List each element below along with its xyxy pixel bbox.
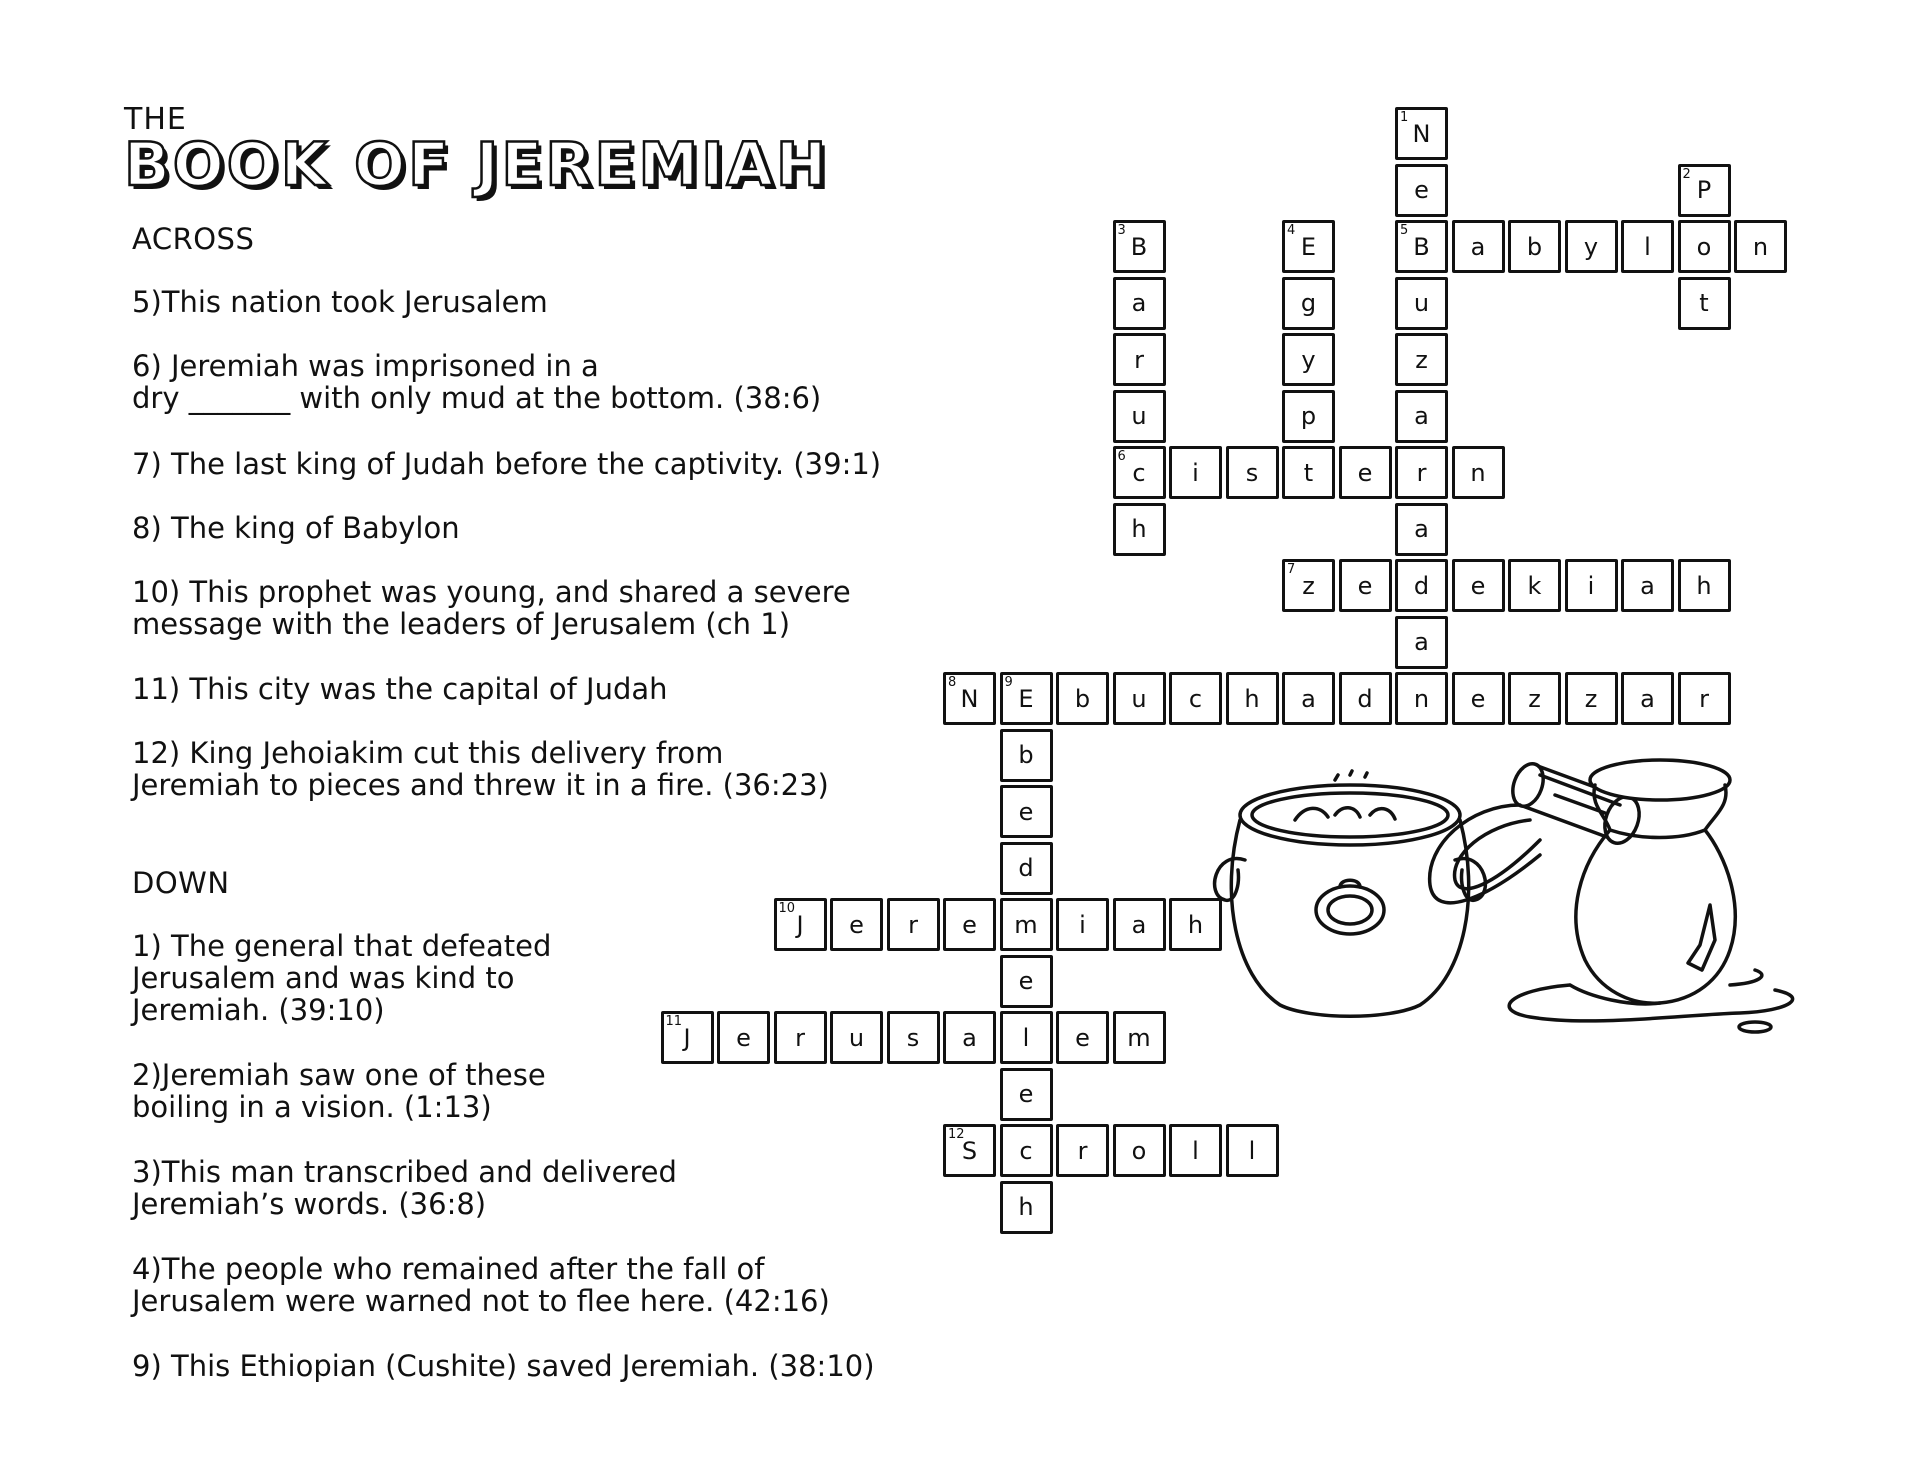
crossword-cell[interactable]: b	[1000, 729, 1053, 782]
crossword-cell[interactable]: z	[1508, 672, 1561, 725]
crossword-cell[interactable]: e	[1395, 164, 1448, 217]
crossword-cell[interactable]: p	[1282, 390, 1335, 443]
crossword-cell[interactable]: b	[1508, 220, 1561, 273]
crossword-cell[interactable]: m	[1000, 898, 1053, 951]
crossword-cell[interactable]: J	[774, 898, 827, 951]
crossword-cell[interactable]: s	[1226, 446, 1279, 499]
page-title: BOOK OF JEREMIAH	[124, 130, 830, 200]
down-heading: DOWN	[132, 866, 230, 900]
crossword-cell[interactable]: u	[1113, 390, 1166, 443]
clue-number: 3	[1117, 223, 1126, 238]
crossword-cell[interactable]: r	[1395, 446, 1448, 499]
crossword-cell[interactable]: n	[1452, 446, 1505, 499]
clue-number: 10	[778, 901, 796, 916]
crossword-cell[interactable]: a	[1395, 390, 1448, 443]
crossword-cell[interactable]: N	[1395, 107, 1448, 160]
crossword-cell[interactable]: c	[1113, 446, 1166, 499]
clue-number: 9	[1004, 675, 1013, 690]
crossword-cell[interactable]: e	[1056, 1011, 1109, 1064]
crossword-cell[interactable]: b	[1056, 672, 1109, 725]
clue-number: 2	[1682, 166, 1691, 182]
across-clue: 10) This prophet was young, and shared a severe message with the leaders of Jerusalem (ch 1)	[132, 575, 851, 641]
crossword-cell[interactable]: e	[943, 898, 996, 951]
crossword-cell[interactable]: l	[1169, 1124, 1222, 1177]
pot-illustration	[1215, 771, 1486, 1016]
crossword-cell[interactable]: z	[1395, 333, 1448, 386]
crossword-cell[interactable]: o	[1113, 1124, 1166, 1177]
title-prefix: THE	[124, 102, 187, 137]
crossword-cell[interactable]: r	[774, 1011, 827, 1064]
crossword-cell[interactable]: t	[1282, 446, 1335, 499]
pottery-illustration	[1210, 735, 1810, 1180]
crossword-cell[interactable]: e	[1339, 559, 1392, 612]
crossword-cell[interactable]: u	[1113, 672, 1166, 725]
crossword-cell[interactable]: a	[1621, 559, 1674, 612]
clue-number: 12	[948, 1127, 965, 1142]
crossword-cell[interactable]: h	[1000, 1181, 1053, 1234]
clue-number: 8	[948, 675, 957, 690]
crossword-cell[interactable]: l	[1000, 1011, 1053, 1064]
crossword-cell[interactable]: e	[1339, 446, 1392, 499]
down-clue: 2)Jeremiah saw one of these boiling in a vision. (1:13)	[132, 1058, 546, 1124]
crossword-cell[interactable]: y	[1282, 333, 1335, 386]
crossword-cell[interactable]: e	[830, 898, 883, 951]
crossword-cell[interactable]: o	[1678, 220, 1731, 273]
crossword-cell[interactable]: B	[1113, 220, 1166, 273]
crossword-cell[interactable]: e	[1000, 785, 1053, 838]
down-clue: 1) The general that defeated Jerusalem and was kind to Jeremiah. (39:10)	[132, 929, 552, 1027]
clue-number: 7	[1287, 562, 1296, 577]
crossword-cell[interactable]: J	[661, 1011, 714, 1064]
crossword-cell[interactable]: r	[1056, 1124, 1109, 1177]
crossword-cell[interactable]: a	[1113, 898, 1166, 951]
crossword-cell[interactable]: E	[1000, 672, 1053, 725]
crossword-cell[interactable]: r	[887, 898, 940, 951]
crossword-cell[interactable]: e	[1000, 1068, 1053, 1121]
crossword-cell[interactable]: e	[1000, 955, 1053, 1008]
crossword-cell[interactable]: u	[830, 1011, 883, 1064]
clue-number: 1	[1400, 110, 1409, 125]
crossword-cell[interactable]: a	[1282, 672, 1335, 725]
across-clue: 8) The king of Babylon	[132, 511, 460, 545]
down-clue: 9) This Ethiopian (Cushite) saved Jeremiah. (38:10)	[132, 1349, 875, 1383]
across-clue: 7) The last king of Judah before the captivity. (39:1)	[132, 447, 882, 481]
clue-number: 5	[1400, 223, 1409, 238]
across-heading: ACROSS	[132, 222, 255, 256]
crossword-cell[interactable]: S	[943, 1124, 996, 1177]
crossword-cell[interactable]: a	[943, 1011, 996, 1064]
crossword-cell[interactable]: i	[1169, 446, 1222, 499]
crossword-cell[interactable]: l	[1621, 220, 1674, 273]
crossword-cell[interactable]: c	[1000, 1124, 1053, 1177]
crossword-cell[interactable]: a	[1452, 220, 1505, 273]
down-clue: 3)This man transcribed and delivered Jeremiah’s words. (36:8)	[132, 1155, 677, 1221]
crossword-cell[interactable]: E	[1282, 220, 1335, 273]
clue-number: 6	[1117, 449, 1126, 464]
across-clue: 12) King Jehoiakim cut this delivery from Jeremiah to pieces and threw it in a fire. (36:23)	[132, 736, 829, 802]
crossword-cell[interactable]: k	[1508, 559, 1561, 612]
crossword-cell[interactable]: e	[717, 1011, 770, 1064]
crossword-cell[interactable]: n	[1734, 220, 1787, 273]
crossword-cell[interactable]: a	[1395, 616, 1448, 669]
crossword-cell[interactable]: r	[1678, 672, 1731, 725]
crossword-cell[interactable]: t	[1678, 277, 1731, 330]
crossword-cell[interactable]: i	[1056, 898, 1109, 951]
crossword-cell[interactable]: n	[1395, 672, 1448, 725]
crossword-cell[interactable]: m	[1113, 1011, 1166, 1064]
crossword-cell[interactable]: a	[1395, 503, 1448, 556]
crossword-cell[interactable]: N	[943, 672, 996, 725]
across-clue: 5)This nation took Jerusalem	[132, 285, 548, 319]
crossword-cell[interactable]: l	[1226, 1124, 1279, 1177]
crossword-cell[interactable]: z	[1282, 559, 1335, 612]
across-clue: 11) This city was the capital of Judah	[132, 672, 668, 706]
crossword-cell[interactable]: e	[1452, 559, 1505, 612]
crossword-cell[interactable]: a	[1113, 277, 1166, 330]
clue-number: 4	[1287, 223, 1296, 238]
crossword-cell[interactable]: h	[1678, 559, 1731, 612]
crossword-cell[interactable]: y	[1565, 220, 1618, 273]
crossword-cell[interactable]: d	[1000, 842, 1053, 895]
crossword-cell[interactable]: d	[1339, 672, 1392, 725]
crossword-cell[interactable]: z	[1565, 672, 1618, 725]
across-clue: 6) Jeremiah was imprisoned in a dry _______ with only mud at the bottom. (38:6)	[132, 349, 822, 415]
crossword-cell[interactable]: a	[1621, 672, 1674, 725]
crossword-cell[interactable]: h	[1226, 672, 1279, 725]
crossword-cell[interactable]: h	[1113, 503, 1166, 556]
crossword-cell[interactable]: c	[1169, 672, 1222, 725]
crossword-cell[interactable]: r	[1113, 333, 1166, 386]
crossword-cell[interactable]: s	[887, 1011, 940, 1064]
crossword-cell[interactable]: i	[1565, 559, 1618, 612]
down-clue: 4)The people who remained after the fall of Jerusalem were warned not to flee here. (42:16)	[132, 1252, 830, 1318]
crossword-cell[interactable]: g	[1282, 277, 1335, 330]
crossword-cell[interactable]: h	[1169, 898, 1222, 951]
clue-number: 11	[665, 1014, 683, 1029]
crossword-cell[interactable]: d	[1395, 559, 1448, 612]
crossword-cell[interactable]: u	[1395, 277, 1448, 330]
crossword-cell[interactable]: P	[1678, 164, 1731, 217]
crossword-cell[interactable]: e	[1452, 672, 1505, 725]
crossword-cell[interactable]: B	[1395, 220, 1448, 273]
